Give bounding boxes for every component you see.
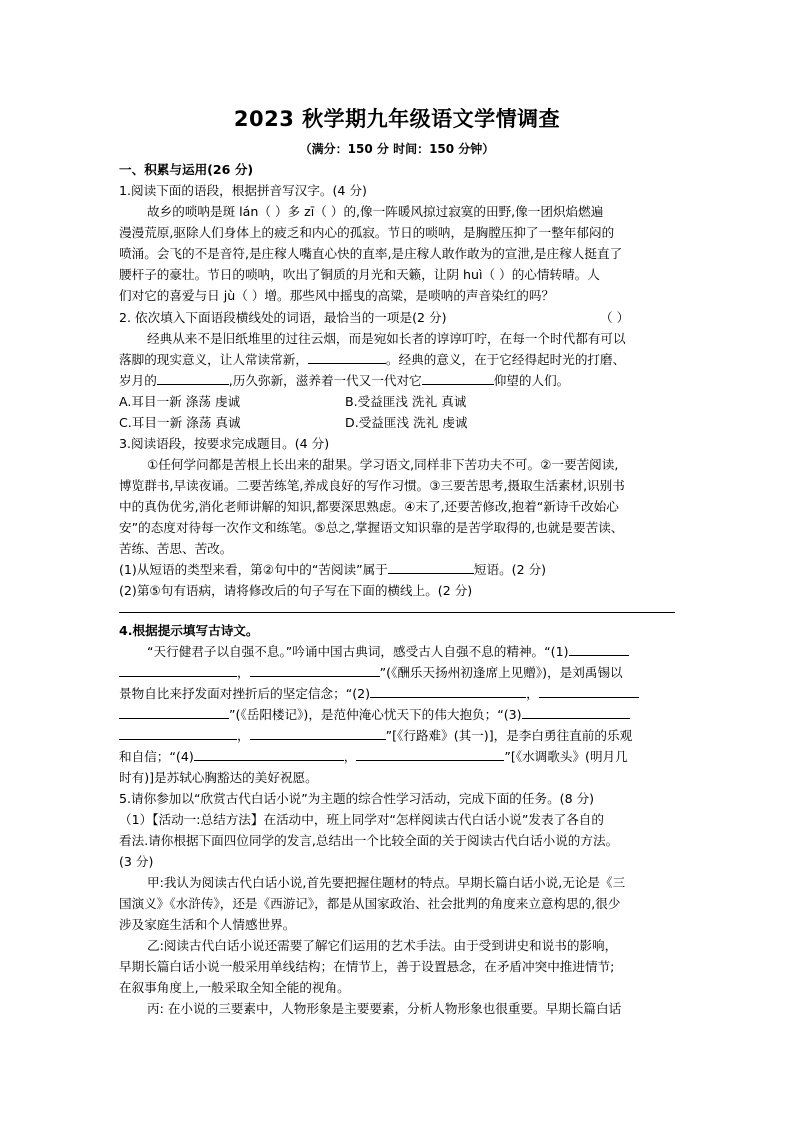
q5-stem: 5.请你参加以“欣赏古代白话小说”为主题的综合性学习活动，完成下面的任务。(8 分) <box>119 791 595 806</box>
q4-line-7: 时有)]是苏轼心胸豁达的美好祝愿。 <box>119 770 318 785</box>
q4-line-5-text: ”[《行路难》(其一)]，是李白勇往直前的乐观 <box>385 728 633 743</box>
q1-line-5: 们对它的喜爱与日 jù（ ）增。那些风中摇曳的高粱，是唢呐的声音染红的吗？ <box>119 288 555 303</box>
answer-blank[interactable] <box>250 727 386 740</box>
q2-line-3b: ,历久弥新，滋养着一代又一代对它 <box>228 373 422 388</box>
q2-line-2 <box>119 351 679 369</box>
q4-stem: 4.根据提示填写古诗文。 <box>119 623 259 638</box>
q1-line-2: 漫漫荒原,驱除人们身体上的疲乏和内心的孤寂。节日的唢呐，是胸膛压抑了一整年郁闷的 <box>119 225 615 240</box>
answer-blank[interactable] <box>539 685 639 698</box>
answer-blank[interactable] <box>157 372 229 385</box>
q2-stem <box>119 309 679 327</box>
q4-line-4-text: ”(《岳阳楼记》)，是范仲淹心忧天下的伟大抱负；“(3) <box>229 707 522 722</box>
answer-blank[interactable] <box>356 748 504 761</box>
q5-activity-3: (3 分) <box>119 854 154 869</box>
q3-sub-1a: (1)从短语的类型来看，第②句中的“苦阅读”属于 <box>119 562 388 577</box>
q3-sub-1 <box>119 561 679 579</box>
q2-line-2b: 。经典的意义，在于它经得起时光的打磨、 <box>385 352 626 367</box>
answer-blank[interactable] <box>422 372 494 385</box>
q5-jia-3: 涉及家庭生活和个人情感世界。 <box>119 917 296 932</box>
q4-line-2: ， ”(《酬乐天扬州初逢席上见赠》)，是刘禹锡以 <box>119 664 679 682</box>
q4-line-1-text: “天行健君子以自强不息。”吟诵中国古典词，感受古人自强不息的精神。“(1) <box>147 644 569 659</box>
q2-line-1: 经典从来不是旧纸堆里的过往云烟，而是宛如长者的谆谆叮咛，在每一个时代都有可以 <box>147 331 626 346</box>
exam-title: 2023 秋学期九年级语文学情调查 <box>233 107 561 131</box>
q3-sub-2: (2)第⑤句有语病，请将修改后的句子写在下面的横线上。(2 分) <box>119 583 473 598</box>
answer-blank[interactable] <box>308 351 386 364</box>
q1-line-1: 故乡的唢呐是斑 lán（ ）多 zī（ ）的,像一阵暖风掠过寂寞的田野,像一团炽焰燃遍 <box>147 204 604 219</box>
q4-line-3-text: 景物自比来抒发面对挫折后的坚定信念；“(2) <box>119 686 371 701</box>
q2-line-3a: 岁月的 <box>119 373 157 388</box>
answer-blank[interactable] <box>119 706 229 719</box>
q4-line-5: ， ”[《行路难》(其一)]，是李白勇往直前的乐观 <box>119 727 679 745</box>
answer-blank[interactable] <box>388 561 474 574</box>
q1-stem: 1.阅读下面的语段，根据拼音写汉字。(4 分) <box>119 183 367 198</box>
q5-activity-1: （1）【活动一:总结方法】在活动中，班上同学对“怎样阅读古代白话小说”发表了各自的 <box>119 812 604 827</box>
q2-line-2a: 落脚的现实意义，让人常读常新， <box>119 352 308 367</box>
answer-blank[interactable] <box>569 643 629 656</box>
q5-yi-2: 早期长篇白话小说一般采用单线结构；在情节上，善于设置悬念，在矛盾冲突中推进情节; <box>119 959 615 974</box>
option-d[interactable]: D.受益匪浅 洗礼 虔诚 <box>345 415 468 430</box>
answer-blank[interactable] <box>194 748 344 761</box>
answer-blank[interactable] <box>119 727 237 740</box>
q1-line-3: 喷涌。会飞的不是音符,是庄稼人嘴直心快的直率,是庄稼人敢作敢为的宣泄,是庄稼人挺直了 <box>119 246 623 261</box>
answer-line[interactable] <box>119 612 675 613</box>
q3-sub-1b: 短语。(2 分) <box>473 562 547 577</box>
q3-line-4: 安”的态度对待每一次作文和练笔。⑤总之,掌握语文知识靠的是苦学取得的,也就是要苦读、 <box>119 520 624 535</box>
q4-line-3: 景物自比来抒发面对挫折后的坚定信念；“(2) ， <box>119 685 679 703</box>
q3-line-1: ①任何学问都是苦根上长出来的甜果。学习语文,同样非下苦功夫不可。②一要苦阅读, <box>147 457 619 472</box>
q4-line-6: 和自信；“(4) ， ”[《水调歌头》(明月几 <box>119 749 628 764</box>
q3-line-5: 苦练、苦思、苦改。 <box>119 541 233 556</box>
q3-line-3: 中的真伪优劣,消化老师讲解的知识,都要深思熟虑。④末了,还要苦修改,抱着“新诗千改始心 <box>119 499 619 514</box>
q2-line-3c: 仰望的人们。 <box>493 373 570 388</box>
q4-line-4 <box>119 706 679 724</box>
answer-blank[interactable] <box>119 664 237 677</box>
q2-stem-text: 2. 依次填入下面语段横线处的词语，最恰当的一项是(2 分) <box>119 310 447 325</box>
q3-line-2: 博览群书,早读夜诵。二要苦练笔,养成良好的写作习惯。③三要苦思考,摄取生活素材,识别书 <box>119 478 625 493</box>
q4-line-6a: 和自信；“(4) <box>119 749 194 764</box>
q5-jia-1: 甲:我认为阅读古代白话小说,首先要把握住题材的特点。早期长篇白话小说,无论是《三 <box>147 875 626 890</box>
option-c[interactable]: C.耳目一新 涤荡 真诚 <box>119 415 241 430</box>
q3-stem: 3.阅读语段，按要求完成题目。(4 分) <box>119 436 330 451</box>
q5-jia-2: 国演义》《水浒传》，还是《西游记》，都是从国家政治、社会批判的角度来立意构思的,很少 <box>119 896 621 911</box>
q2-answer-paren: （ ） <box>600 310 630 325</box>
option-a[interactable]: A.耳目一新 涤荡 虔诚 <box>119 394 241 409</box>
answer-blank[interactable] <box>370 685 526 698</box>
q4-line-6b: ”[《水调歌头》(明月几 <box>504 749 628 764</box>
q5-yi-3: 在叙事角度上,一般采取全知全能的视角。 <box>119 980 350 995</box>
option-b[interactable]: B.受益匪浅 洗礼 真诚 <box>345 394 467 409</box>
q5-yi-1: 乙:阅读古代白话小说还需要了解它们运用的艺术手法。由于受到讲史和说书的影响， <box>147 938 618 953</box>
q5-bing-1: 丙: 在小说的三要素中，人物形象是主要要素，分析人物形象也很重要。早期长篇白话 <box>147 1001 622 1016</box>
q4-line-1 <box>147 643 679 661</box>
q5-activity-2: 看法.请你根据下面四位同学的发言,总结出一个比较全面的关于阅读古代白话小说的方法。 <box>119 833 619 848</box>
q4-line-2-text: ”(《酬乐天扬州初逢席上见赠》)，是刘禹锡以 <box>379 665 623 680</box>
q2-options-row-1 <box>119 393 679 411</box>
q2-options-row-2 <box>119 414 679 432</box>
exam-subtitle: （满分：150 分 时间：150 分钟） <box>299 142 495 156</box>
answer-blank[interactable] <box>250 664 380 677</box>
q2-line-3 <box>119 372 679 390</box>
q1-line-4: 腰杆子的豪壮。节日的唢呐，吹出了铜质的月光和天籁，让阴 huì（ ）的心情转晴。人 <box>119 267 600 282</box>
answer-blank[interactable] <box>522 706 630 719</box>
section-heading: 一、积累与运用(26 分) <box>119 162 254 177</box>
